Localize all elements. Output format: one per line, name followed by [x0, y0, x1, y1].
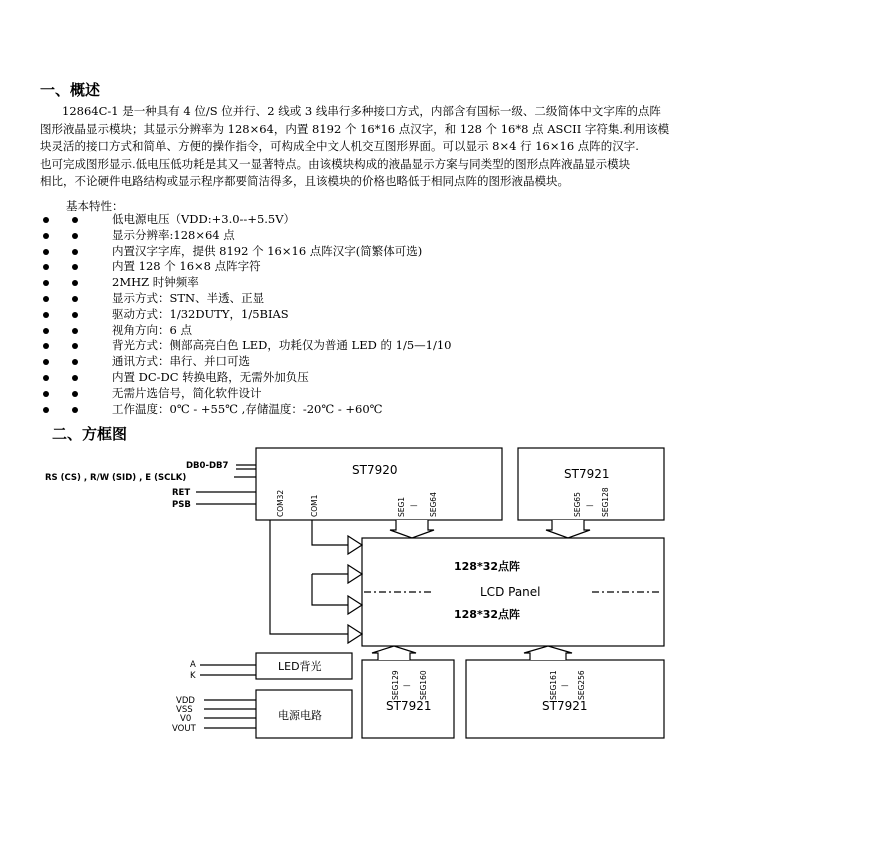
feature-text: 2MHZ 时钟频率 [112, 275, 199, 290]
seg-dash: — [561, 681, 569, 690]
seg-arrow-st7921-bl [372, 646, 416, 660]
k-label: K [190, 671, 196, 681]
power-label: 电源电路 [278, 709, 322, 722]
seg160-label: SEG160 [419, 670, 428, 700]
st7921-top-label: ST7921 [564, 467, 610, 481]
seg-dash: — [410, 501, 418, 510]
psb-label: PSB [172, 500, 191, 510]
rs-label: RS (CS) , R/W (SID) , E (SCLK) [45, 473, 187, 483]
seg161-label: SEG161 [549, 670, 558, 700]
seg-arrow-st7921-br [524, 646, 572, 660]
st7921-br-label: ST7921 [542, 699, 588, 713]
paragraph-line: 块灵活的接口方式和简单、方便的操作指令，可构成全中文人机交互图形界面。可以显示 8×4 行 16×16 点阵的汉字. [40, 139, 639, 153]
feature-text: 内置 128 个 16×8 点阵字符 [112, 259, 261, 274]
com-arrow-3 [348, 596, 362, 614]
paragraph-line: 也可完成图形显示.低电压低功耗是其又一显著特点。由该模块构成的液晶显示方案与同类型的图形点阵液晶显示模块 [40, 156, 631, 171]
seg-dash: — [403, 681, 411, 690]
feature-text: 内置 DC-DC 转换电路，无需外加负压 [112, 369, 309, 384]
seg128-label: SEG128 [601, 487, 610, 517]
seg129-label: SEG129 [391, 670, 400, 700]
feature-text: 背光方式：侧部高亮白色 LED，功耗仅为普通 LED 的 1/5—1/10 [112, 338, 452, 353]
feature-text: 通讯方式：串行、并口可选 [112, 354, 250, 369]
st7920-block [256, 448, 502, 520]
st7920-label: ST7920 [352, 463, 398, 477]
lcd-center-label: LCD Panel [480, 585, 541, 599]
com-arrow-4 [348, 625, 362, 643]
section2-heading: 二、方框图 [52, 425, 128, 443]
led-label: LED背光 [278, 660, 322, 673]
feature-text: 驱动方式：1/32DUTY，1/5BIAS [112, 306, 289, 321]
seg-arrow-st7920 [390, 520, 434, 538]
paragraph-line: 图形液晶显示模块；其显示分辨率为 128×64，内置 8192 个 16*16 点汉字，和 128 个 16*8 点 ASCII 字符集.利用该模 [40, 121, 670, 136]
vout-label: VOUT [172, 724, 196, 734]
feature-text: 视角方向：6 点 [112, 322, 192, 337]
seg256-label: SEG256 [577, 670, 586, 700]
vss-label: VSS [176, 705, 193, 715]
feature-text: 工作温度：0℃ - +55℃ ,存储温度：-20℃ - +60℃ [112, 401, 383, 416]
com-arrow-2 [348, 565, 362, 583]
feature-text: 低电源电压（VDD:+3.0--+5.5V） [112, 212, 296, 226]
st7921-bl-label: ST7921 [386, 699, 432, 713]
com32-label: COM32 [276, 489, 285, 517]
feature-text: 显示分辨率:128×64 点 [112, 227, 235, 242]
com1-label: COM1 [310, 494, 319, 517]
v0-label: V0 [180, 714, 192, 724]
paragraph-line: 相比，不论硬件电路结构或显示程序都要简洁得多，且该模块的价格也略低于相同点阵的图形液晶模块。 [40, 174, 569, 188]
seg1-label: SEG1 [397, 496, 406, 517]
seg64-label: SEG64 [429, 492, 438, 517]
features-title: 基本特性： [66, 199, 124, 213]
seg-arrow-st7921-top [546, 520, 590, 538]
lcd-lower-label: 128*32点阵 [454, 608, 521, 621]
seg-dash: — [586, 501, 594, 510]
paragraph-line: 12864C-1 是一种具有 4 位/S 位并行、2 线或 3 线串行多种接口方式，内部含有国标一级、二级简体中文字库的点阵 [62, 104, 661, 118]
a-label: A [190, 660, 196, 670]
seg65-label: SEG65 [573, 492, 582, 517]
com-arrow-1 [348, 536, 362, 554]
feature-text: 无需片选信号，简化软件设计 [112, 385, 262, 400]
feature-text: 内置汉字字库，提供 8192 个 16×16 点阵汉字(简繁体可选) [112, 243, 423, 258]
section1-heading: 一、概述 [40, 81, 101, 99]
lcd-upper-label: 128*32点阵 [454, 560, 521, 573]
vdd-label: VDD [176, 696, 195, 706]
db-label: DB0-DB7 [186, 461, 229, 471]
feature-text: 显示方式：STN、半透、正显 [112, 290, 265, 305]
rst-label: RET [172, 488, 191, 498]
